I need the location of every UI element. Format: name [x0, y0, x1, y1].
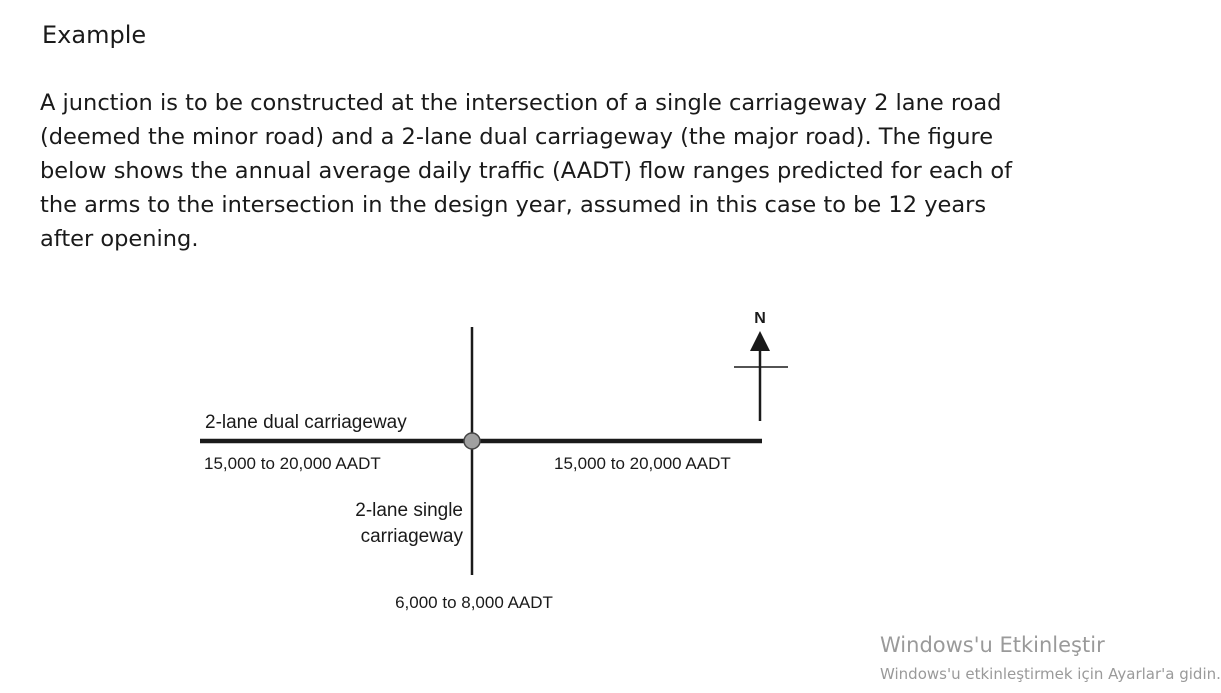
minor-road-label-line2: carriageway [360, 526, 463, 547]
activation-watermark-subtitle: Windows'u etkinleştirmek için Ayarlar'a gidin. [880, 665, 1221, 683]
west-arm-flow-label: 15,000 to 20,000 AADT [204, 454, 381, 473]
minor-road-label-line1: 2-lane single [355, 500, 463, 521]
junction-node [464, 433, 480, 449]
activation-watermark-title: Windows'u Etkinleştir [880, 633, 1105, 657]
problem-statement: A junction is to be constructed at the intersection of a single carriageway 2 lane road (deemed the minor road) and a 2-lane dual carriageway (the major road). The figure below shows the annual average daily traffic (AADT) flow ranges predicted for each of the arms to the intersection in the design year, assumed in this case to be 12 years after opening. [40, 90, 1013, 252]
south-arm-flow-label: 6,000 to 8,000 AADT [395, 593, 553, 612]
north-label: N [754, 310, 766, 327]
east-arm-flow-label: 15,000 to 20,000 AADT [554, 454, 731, 473]
example-heading: Example [42, 21, 147, 49]
major-road-label: 2-lane dual carriageway [205, 412, 407, 433]
north-arrow-icon [734, 331, 788, 421]
